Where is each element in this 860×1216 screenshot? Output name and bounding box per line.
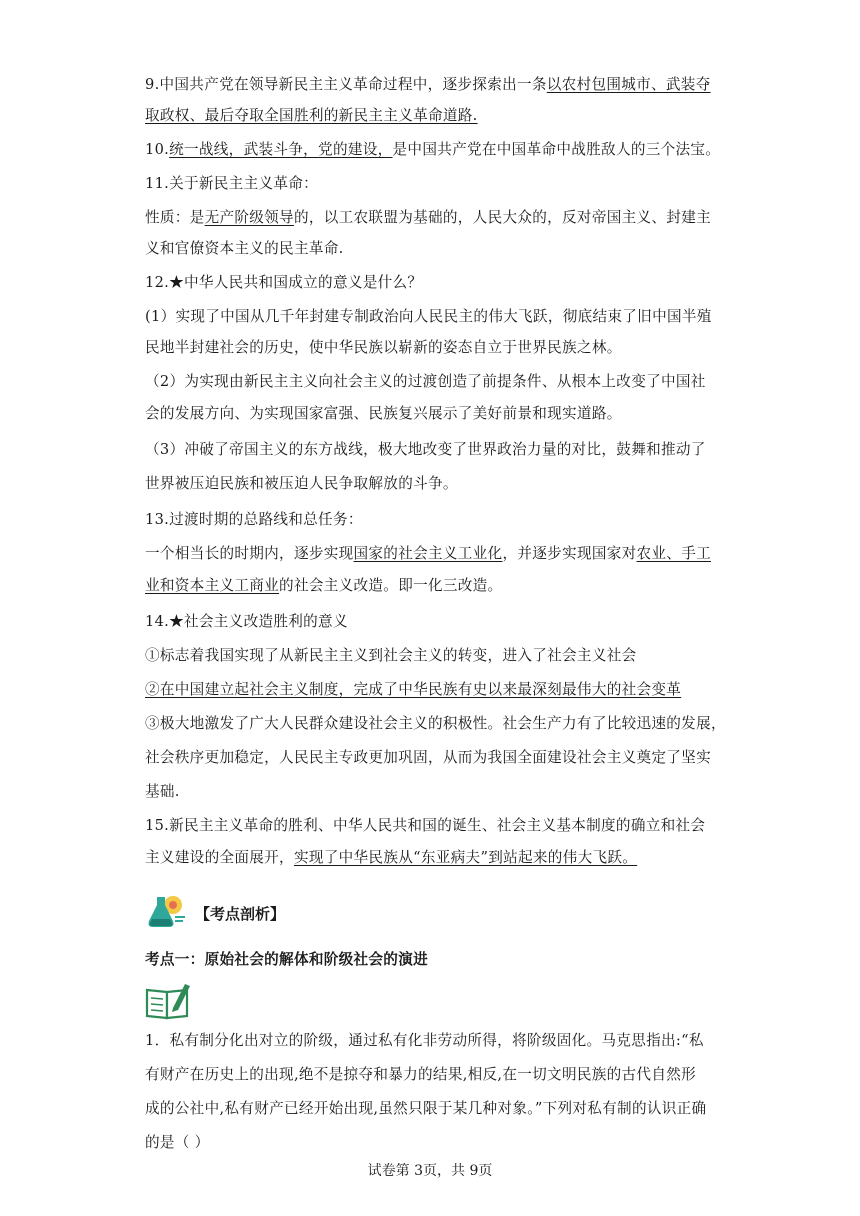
item-11-line-1: 性质：是无产阶级领导的，以工农联盟为基础的，人民大众的，反对帝国主义、封建主 bbox=[145, 209, 711, 226]
page-footer: 试卷第 3页，共 9页 bbox=[367, 1163, 493, 1179]
item-9-line-2: 取政权、最后夺取全国胜利的新民主主义革命道路. bbox=[145, 107, 478, 124]
item-14-p2: ②在中国建立起社会主义制度，完成了中华民族有史以来最深刻最伟大的社会变革 bbox=[145, 681, 682, 698]
item-13-line-2: 业和资本主义工商业的社会主义改造。即一化三改造。 bbox=[145, 577, 503, 594]
item-12-p2-line-2: 会的发展方向、为实现国家富强、民族复兴展示了美好前景和现实道路。 bbox=[145, 405, 622, 422]
item-14-p3-line-2: 社会秩序更加稳定，人民民主专政更加巩固，从而为我国全面建设社会主义奠定了坚实 bbox=[145, 749, 711, 766]
item-13-title: 13.过渡时期的总路线和总任务： bbox=[145, 511, 363, 528]
subsection-title: 考点一：原始社会的解体和阶级社会的演进 bbox=[145, 951, 428, 968]
item-13-line-1: 一个相当长的时期内，逐步实现国家的社会主义工业化，并逐步实现国家对农业、手工 bbox=[145, 545, 711, 562]
item-14-p3-line-3: 基础. bbox=[145, 783, 180, 800]
question-1-line-2: 有财产在历史上的出现,绝不是掠夺和暴力的结果,相反,在一切文明民族的古代自然形 bbox=[145, 1066, 696, 1083]
flask-icon bbox=[145, 891, 189, 935]
item-12-title: 12.★中华人民共和国成立的意义是什么？ bbox=[145, 274, 423, 291]
question-1-line-1: 1．私有制分化出对立的阶级，通过私有化非劳动所得，将阶级固化。马克思指出:“私 bbox=[145, 1032, 704, 1049]
question-1-line-3: 成的公社中,私有财产已经开始出现,虽然只限于某几种对象。”下列对私有制的认识正确 bbox=[145, 1100, 707, 1117]
section-header bbox=[145, 893, 285, 933]
item-9-line-1: 9.中国共产党在领导新民主主义革命过程中，逐步探索出一条以农村包围城市、武装夺 bbox=[145, 76, 711, 93]
item-12-p3-line-2: 世界被压迫民族和被压迫人民争取解放的斗争。 bbox=[145, 475, 458, 492]
item-14-p3-line-1: ③极大地激发了广大人民群众建设社会主义的积极性。社会生产力有了比较迅速的发展， bbox=[145, 715, 726, 732]
item-12-p3-line-1: （3）冲破了帝国主义的东方战线，极大地改变了世界政治力量的对比，鼓舞和推动了 bbox=[145, 441, 706, 458]
item-15-line-1: 15.新民主主义革命的胜利、中华人民共和国的诞生、社会主义基本制度的确立和社会 bbox=[145, 817, 706, 834]
question-1-line-4: 的是（ ） bbox=[145, 1134, 210, 1151]
item-10: 10.统一战线，武装斗争，党的建设，是中国共产党在中国革命中战胜敌人的三个法宝。 bbox=[145, 141, 721, 158]
item-12-p1-line-1: (1）实现了中国从几千年封建专制政治向人民民主的伟大飞跃，彻底结束了旧中国半殖 bbox=[145, 308, 712, 325]
item-11-title: 11.关于新民主主义革命： bbox=[145, 175, 319, 192]
book-pencil-icon bbox=[145, 980, 193, 1024]
section-title: 【考点剖析】 bbox=[195, 904, 286, 923]
item-14-title: 14.★社会主义改造胜利的意义 bbox=[145, 613, 348, 630]
item-12-p1-line-2: 民地半封建社会的历史，使中华民族以崭新的姿态自立于世界民族之林。 bbox=[145, 339, 622, 356]
item-12-p2-line-1: （2）为实现由新民主主义向社会主义的过渡创造了前提条件、从根本上改变了中国社 bbox=[145, 373, 706, 390]
item-14-p1: ①标志着我国实现了从新民主主义到社会主义的转变，进入了社会主义社会 bbox=[145, 647, 637, 664]
item-15-line-2: 主义建设的全面展开，实现了中华民族从“东亚病夫”到站起来的伟大飞跃。 bbox=[145, 849, 638, 866]
item-11-line-2: 义和官僚资本主义的民主革命. bbox=[145, 240, 344, 257]
